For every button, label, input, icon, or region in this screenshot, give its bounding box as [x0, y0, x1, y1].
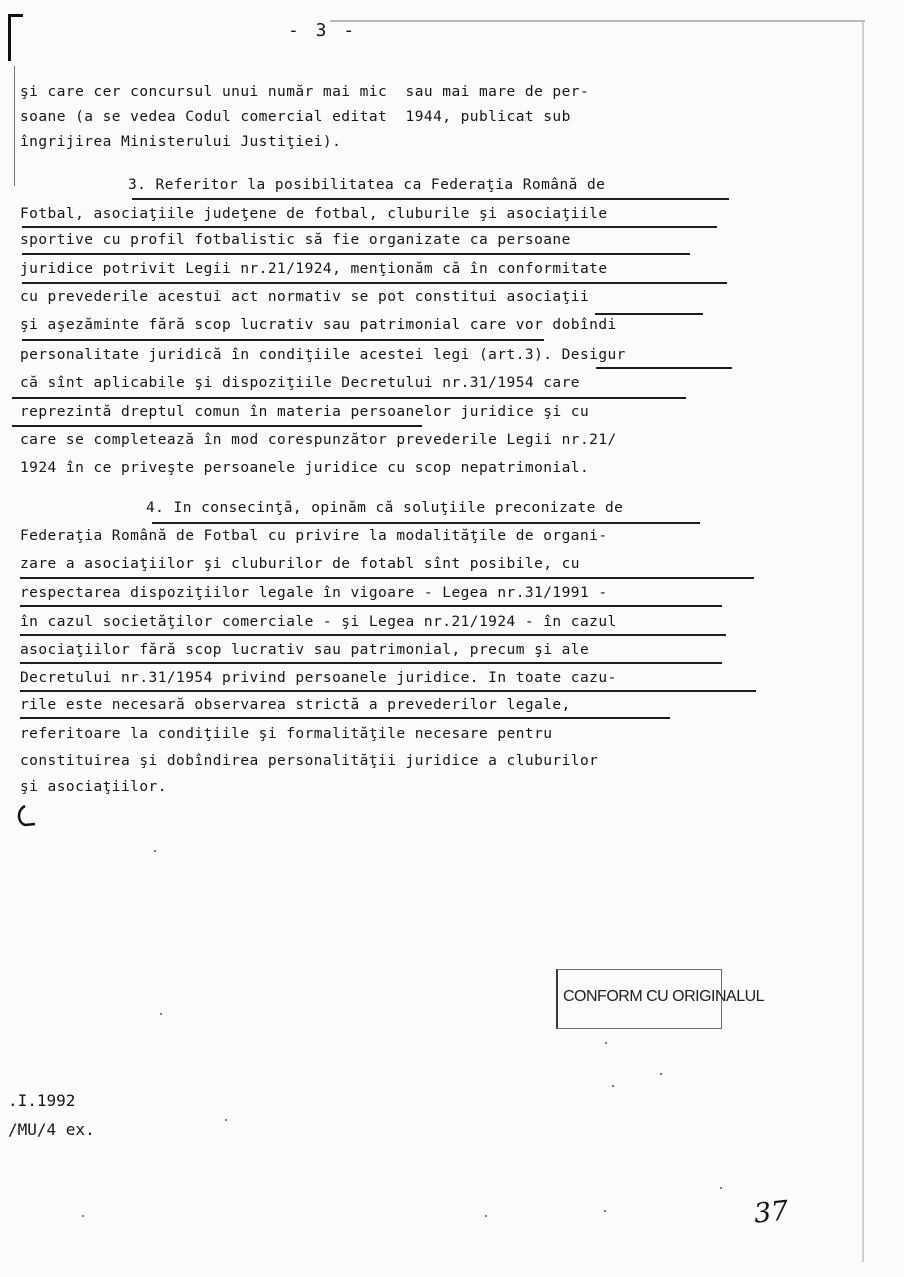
scribble-mark	[15, 804, 41, 828]
point-3-line-1: 3. Referitor la posibilitatea ca Federaţia Română de	[128, 177, 606, 193]
text-line-2: soane (a se vedea Codul comercial editat 1944, publicat sub	[20, 109, 571, 125]
point-4-line-10: constituirea şi dobîndirea personalităţii juridice a cluburilor	[20, 753, 599, 769]
underline-2	[22, 226, 717, 228]
page-number: - 3 -	[288, 20, 358, 41]
point-4-line-11: şi asociaţiilor.	[20, 779, 167, 795]
underline-16	[20, 717, 670, 719]
corner-mark	[8, 14, 23, 61]
text-line-3: îngrijirea Ministerului Justiţiei).	[20, 134, 342, 150]
point-3-line-9: reprezintă dreptul comun în materia persoanelor juridice şi cu	[20, 404, 590, 420]
underline-12	[20, 605, 722, 607]
footer-date: .I.1992	[8, 1091, 76, 1110]
point-4-line-4: respectarea dispoziţiilor legale în vigoare - Legea nr.31/1991 -	[20, 585, 608, 601]
underline-1	[132, 198, 729, 200]
text-line-1: şi care cer concursul unui număr mai mic sau mai mare de per-	[20, 84, 590, 100]
point-3-line-8: că sînt aplicabile şi dispoziţiile Decretului nr.31/1954 care	[20, 375, 580, 391]
handwritten-page-number: 37	[752, 1195, 790, 1230]
underline-15	[20, 690, 756, 692]
stamp-text: CONFORM CU ORIGINALUL	[563, 988, 765, 1005]
underline-14	[20, 662, 722, 664]
point-3-line-6: şi aşezăminte fără scop lucrativ sau patrimonial care vor dobîndi	[20, 317, 617, 333]
underline-3	[22, 253, 690, 255]
scan-speck	[605, 1042, 607, 1044]
underline-13	[20, 634, 726, 636]
scan-speck	[720, 1187, 722, 1189]
point-4-line-3: zare a asociaţiilor şi cluburilor de fotabl sînt posibile, cu	[20, 556, 580, 572]
scan-speck	[612, 1085, 614, 1087]
scan-speck	[154, 850, 156, 852]
point-4-line-1: 4. In consecinţă, opinăm că soluţiile preconizate de	[146, 500, 624, 516]
footer-reference: /MU/4 ex.	[8, 1120, 95, 1139]
scan-speck	[225, 1119, 227, 1121]
scan-speck	[82, 1215, 84, 1217]
point-4-line-9: referitoare la condiţiile şi formalităţile necesare pentru	[20, 726, 553, 742]
margin-rule	[14, 66, 15, 186]
underline-9	[12, 425, 422, 427]
point-4-line-8: rile este necesară observarea strictă a prevederilor legale,	[20, 697, 571, 713]
underline-4	[22, 282, 727, 284]
point-3-line-7: personalitate juridică în condiţiile acestei legi (art.3). Desigur	[20, 347, 626, 363]
point-3-line-11: 1924 în ce priveşte persoanele juridice cu scop nepatrimonial.	[20, 460, 590, 476]
underline-8	[12, 397, 686, 399]
point-4-line-7: Decretului nr.31/1954 privind persoanele juridice. In toate cazu-	[20, 670, 617, 686]
scan-speck	[160, 1013, 162, 1015]
point-3-line-5: cu prevederile acestui act normativ se pot constitui asociaţii	[20, 289, 590, 305]
point-4-line-5: în cazul societăţilor comerciale - şi Legea nr.21/1924 - în cazul	[20, 614, 617, 630]
point-3-line-3: sportive cu profil fotbalistic să fie organizate ca persoane	[20, 232, 571, 248]
scan-edge-right	[862, 22, 864, 1262]
underline-11	[20, 577, 754, 579]
underline-10	[152, 522, 700, 524]
underline-5	[22, 339, 544, 341]
certification-stamp	[556, 969, 765, 1029]
point-4-line-6: asociaţiilor fără scop lucrativ sau patrimonial, precum şi ale	[20, 642, 590, 658]
point-3-line-2: Fotbal, asociaţiile judeţene de fotbal, cluburile şi asociaţiile	[20, 206, 608, 222]
point-3-line-4: juridice potrivit Legii nr.21/1924, menţionăm că în conformitate	[20, 261, 608, 277]
scan-edge-top	[330, 20, 865, 22]
underline-6	[595, 313, 703, 315]
scan-speck	[660, 1073, 662, 1075]
scan-speck	[604, 1210, 606, 1212]
underline-7	[596, 367, 732, 369]
point-4-line-2: Federaţia Română de Fotbal cu privire la modalităţile de organi-	[20, 528, 608, 544]
point-3-line-10: care se completează în mod corespunzător prevederile Legii nr.21/	[20, 432, 617, 448]
scan-speck	[485, 1215, 487, 1217]
